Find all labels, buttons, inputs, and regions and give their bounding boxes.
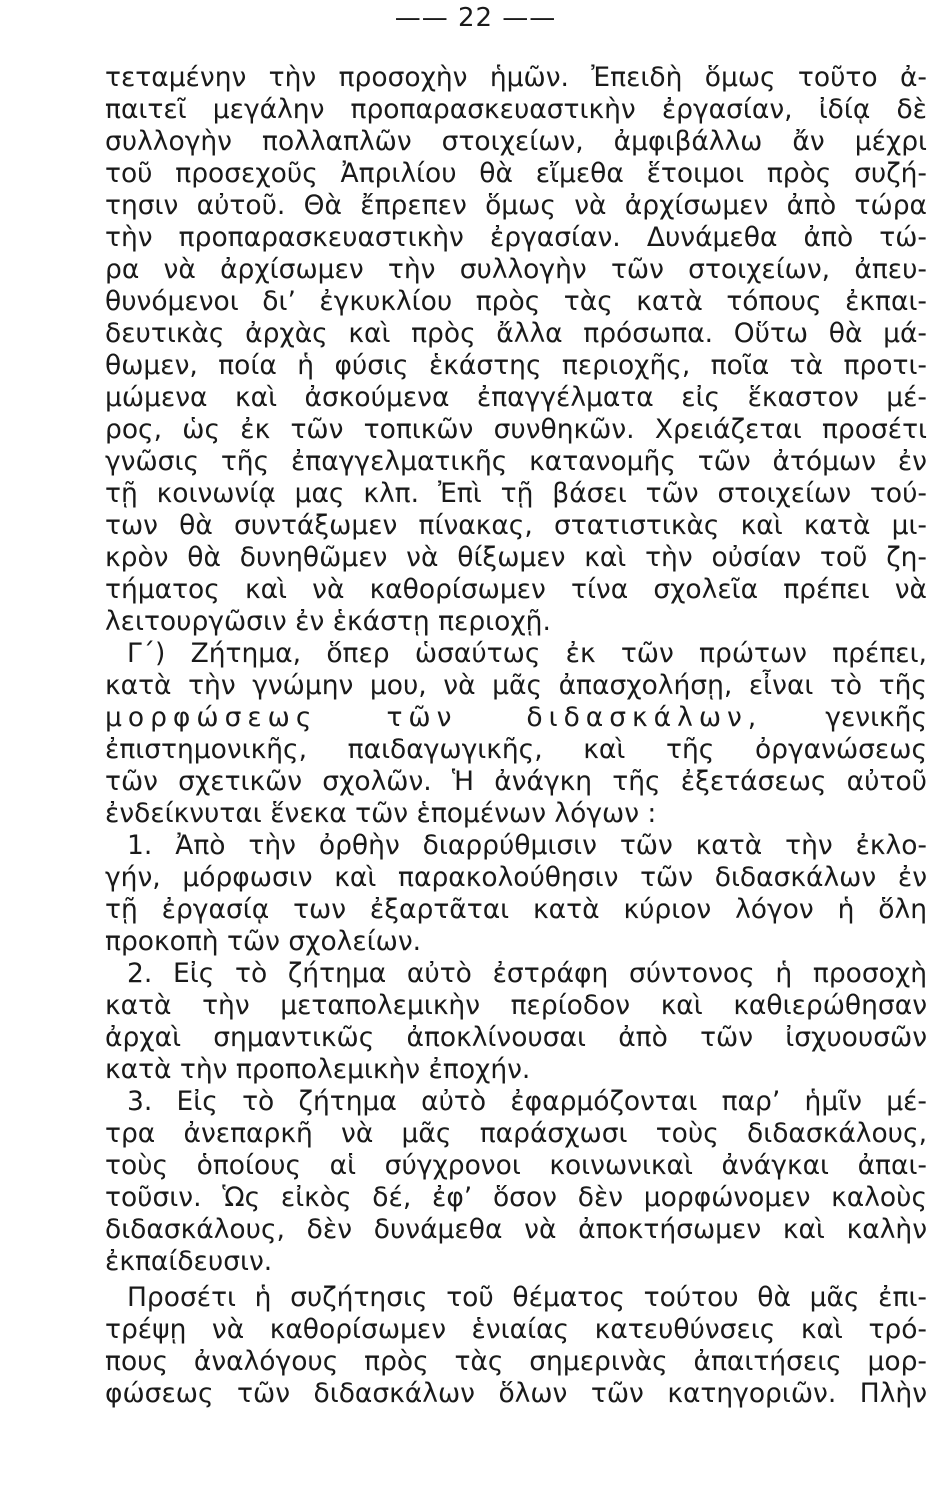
text-line: ρα νὰ ἀρχίσωμεν τὴν συλλογὴν τῶν στοιχείων, ἀπευ- [105,254,927,285]
list-item-line: 2. Εἰς τὸ ζήτημα αὐτὸ ἐστράφη σύντονος ἡ προσοχὴ [127,958,927,989]
text-line: μώμενα καὶ ἀσκούμενα ἐπαγγέλματα εἰς ἕκαστον μέ- [105,382,927,413]
text-line: τεταμένην τὴν προσοχὴν ἡμῶν. Ἐπειδὴ ὅμως τοῦτο ἀ- [105,62,927,93]
text-line: τῇ κοινωνίᾳ μας κλπ. Ἐπὶ τῇ βάσει τῶν στοιχείων τού- [105,478,927,509]
text-line: ἐνδείκνυται ἕνεκα τῶν ἑπομένων λόγων : [105,798,657,829]
text-line: τοῦ προσεχοῦς Ἀπριλίου θὰ εἴμεθα ἕτοιμοι πρὸς συζή- [105,158,927,189]
text-line: τρέψῃ νὰ καθορίσωμεν ἑνιαίας κατευθύνσεις καὶ τρό- [105,1314,927,1345]
text-line: θυνόμενοι δι’ ἐγκυκλίου πρὸς τὰς κατὰ τόπους ἐκπαι- [105,286,927,317]
text-fragment: γενικῆς [762,702,927,733]
text-line: κατὰ τὴν γνώμην μου, νὰ μᾶς ἀπασχολήσῃ, εἶναι τὸ τῆς [105,670,927,701]
text-line: φώσεως τῶν διδασκάλων ὅλων τῶν κατηγοριῶν. Πλὴν [105,1378,927,1409]
spaced-emphasis: μορφώσεως τῶν διδασκάλων, [105,702,763,733]
text-line: θωμεν, ποία ἡ φύσις ἑκάστης περιοχῆς, ποῖα τὰ προτι- [105,350,927,381]
text-line: γνῶσις τῆς ἐπαγγελματικῆς κατανομῆς τῶν ἀτόμων ἐν [105,446,927,477]
page-number: —— 22 —— [394,3,557,33]
text-line: ἀρχαὶ σημαντικῶς ἀποκλίνουσαι ἀπὸ τῶν ἰσχυουσῶν [105,1022,927,1053]
text-line: τήματος καὶ νὰ καθορίσωμεν τίνα σχολεῖα πρέπει νὰ [105,574,927,605]
text-line: συλλογὴν πολλαπλῶν στοιχείων, ἀμφιβάλλω ἄν μέχρι [105,126,927,157]
text-line-spaced [105,702,927,734]
text-line: κατὰ τὴν μεταπολεμικὴν περίοδον καὶ καθιερώθησαν [105,990,927,1021]
text-line: λειτουργῶσιν ἐν ἑκάστῃ περιοχῇ. [105,606,551,637]
text-line: τρα ἀνεπαρκῆ νὰ μᾶς παράσχωσι τοὺς διδασκάλους, [105,1118,927,1149]
text-line: των θὰ συντάξωμεν πίνακας, στατιστικὰς καὶ κατὰ μι- [105,510,927,541]
text-line: τὴν προπαρασκευαστικὴν ἐργασίαν. Δυνάμεθα ἀπὸ τώ- [105,222,927,253]
text-line: τῇ ἐργασίᾳ των ἐξαρτᾶται κατὰ κύριον λόγον ἡ ὅλη [105,894,927,925]
list-item-line: 1. Ἀπὸ τὴν ὀρθὴν διαρρύθμισιν τῶν κατὰ τὴν ἐκλο- [127,830,927,861]
section-heading-line: Γ΄) Ζήτημα, ὅπερ ὡσαύτως ἐκ τῶν πρώτων πρέπει, [127,638,927,669]
text-line: κρὸν θὰ δυνηθῶμεν νὰ θίξωμεν καὶ τὴν οὐσίαν τοῦ ζη- [105,542,927,573]
text-line: ἐπιστημονικῆς, παιδαγωγικῆς, καὶ τῆς ὀργανώσεως [105,734,927,765]
text-line: γήν, μόρφωσιν καὶ παρακολούθησιν τῶν διδασκάλων ἐν [105,862,927,893]
text-line: τῶν σχετικῶν σχολῶν. Ἡ ἀνάγκη τῆς ἐξετάσεως αὐτοῦ [105,766,927,797]
body-text [105,62,927,1410]
text-line: ἐκπαίδευσιν. [105,1246,273,1277]
text-line: τοὺς ὁποίους αἱ σύγχρονοι κοινωνικαὶ ἀνάγκαι ἀπαι- [105,1150,927,1181]
text-line: πους ἀναλόγους πρὸς τὰς σημερινὰς ἀπαιτήσεις μορ- [105,1346,927,1377]
text-line: διδασκάλους, δὲν δυνάμεθα νὰ ἀποκτήσωμεν καὶ καλὴν [105,1214,927,1245]
text-line: τοῦσιν. Ὡς εἰκὸς δέ, ἐφ’ ὅσον δὲν μορφώνομεν καλοὺς [105,1182,927,1213]
text-line: τησιν αὐτοῦ. Θὰ ἔπρεπεν ὅμως νὰ ἀρχίσωμεν ἀπὸ τώρα [105,190,927,221]
paragraph-start-line: Προσέτι ἡ συζήτησις τοῦ θέματος τούτου θὰ μᾶς ἐπι- [127,1282,927,1313]
text-line: δευτικὰς ἀρχὰς καὶ πρὸς ἄλλα πρόσωπα. Οὕτω θὰ μά- [105,318,927,349]
text-line: προκοπὴ τῶν σχολείων. [105,926,422,957]
list-item-line: 3. Εἰς τὸ ζήτημα αὐτὸ ἐφαρμόζονται παρ’ ἡμῖν μέ- [127,1086,927,1117]
text-line: ρος, ὡς ἐκ τῶν τοπικῶν συνθηκῶν. Χρειάζεται προσέτι [105,414,927,445]
text-line: κατὰ τὴν προπολεμικὴν ἐποχήν. [105,1054,531,1085]
text-line: παιτεῖ μεγάλην προπαρασκευαστικὴν ἐργασίαν, ἰδίᾳ δὲ [105,94,927,125]
